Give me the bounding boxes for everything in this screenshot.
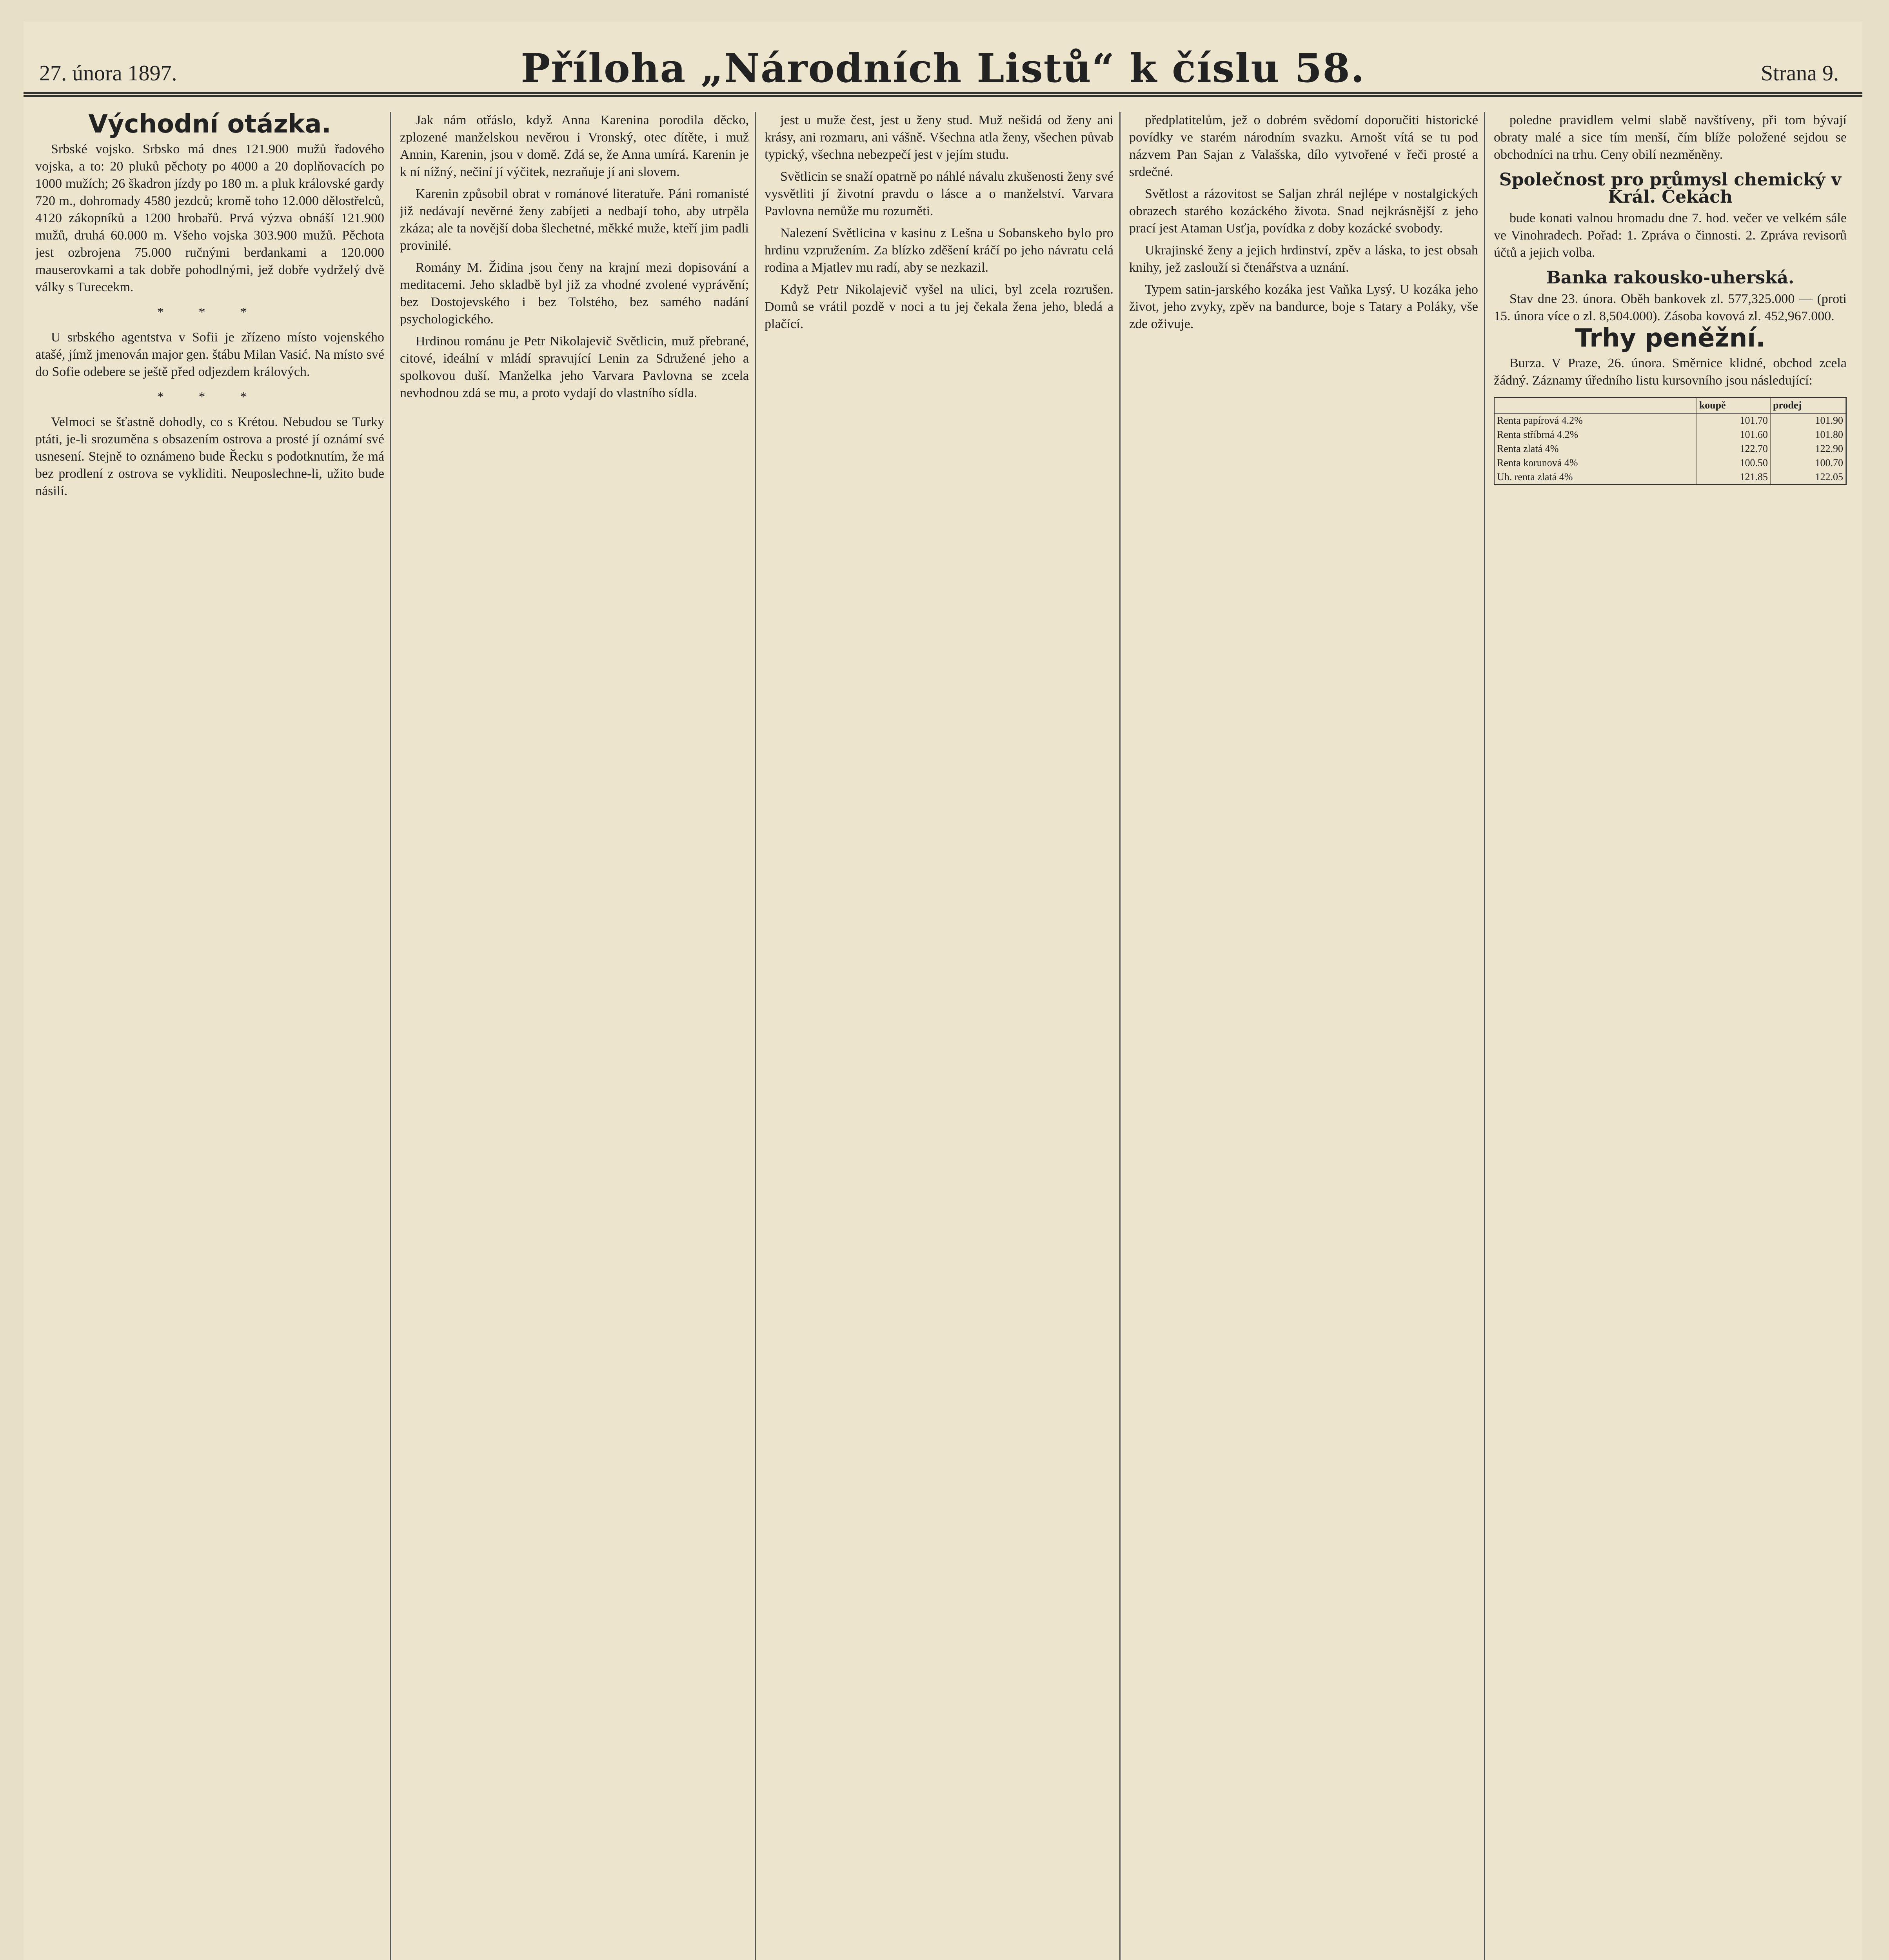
subsection-heading: Banka rakousko-uherská.	[1546, 268, 1795, 288]
table-row	[1495, 470, 1846, 484]
article-paragraph: Srbské vojsko. Srbsko má dnes 121.900 mužů řadového vojska, a to: 20 pluků pěchoty po 4000 a 20 doplňovacích po 1000 mužích; 26 škadron jízdy po 180 m. a pluk královské gardy 720 m., dohromady 4580 jezdců; kromě toho 12.000 dělostřelců, 4120 zákopníků a 1200 hrobařů. Prvá výzva obnáší 121.900 mužů, druhá 60.000 m. Všeho vojska 303.900 mužů. Pěchota jest ozbrojena 75.000 ručnými berdankami a 120.000 mauserovkami a tak dobře pohodlnými, jež dobře vydrželý dvě války s Turecekm.	[35, 142, 384, 294]
table-cell: Renta stříbrná 4.2%	[1495, 428, 1696, 442]
column-1	[35, 112, 384, 1960]
table-row	[1495, 428, 1846, 442]
table-cell: 101.60	[1696, 428, 1770, 442]
column-rule	[755, 112, 756, 1960]
table-cell: 122.70	[1696, 442, 1770, 456]
article-paragraph: Burza. V Praze, 26. února. Směrnice klidné, obchod zcela žádný. Záznamy úředního listu kursovního jsou následující:	[1494, 356, 1847, 388]
page-header	[24, 45, 1862, 97]
section-heading: Trhy peněžní.	[1575, 324, 1765, 353]
table-cell: 101.80	[1770, 428, 1845, 442]
table-cell: 122.05	[1770, 470, 1845, 484]
article-paragraph: Světlicin se snaží opatrně po náhlé návalu zkušenosti ženy své vysvětliti jí životní pravdu o lásce a o manželství. Varvara Pavlovna nemůže mu rozuměti.	[765, 169, 1113, 218]
article-paragraph: poledne pravidlem velmi slabě navštíveny, při tom bývají obraty malé a sice tím menší, čím blíže položené sejdou se obchodníci na trhu. Ceny obilí nezměněny.	[1494, 113, 1847, 162]
article-paragraph: Velmoci se šťastně dohodly, co s Krétou. Nebudou se Turky ptáti, je-li srozuměna s obsazením ostrova a prosté jí oznámí své usnesení. Stejně to oznámeno bude Řecku s podotknutím, že má bez prodlení z ostrova se vykliditi. Neuposlechne-li, užito bude násilí.	[35, 415, 384, 498]
issue-date: 27. února 1897.	[39, 61, 177, 85]
article-paragraph: Světlost a rázovitost se Saljan zhrál nejlépe v nostalgických obrazech starého kozáckého života. Snad nejkrásnější z jeho prací jest Ataman Usťja, povídka z doby kozácké svobody.	[1129, 187, 1478, 236]
market-table	[1494, 397, 1847, 485]
table-cell: 121.85	[1696, 470, 1770, 484]
article-paragraph: Stav dne 23. února. Oběh bankovek zl. 577,325.000 — (proti 15. února více o zl. 8,504.000). Zásoba kovová zl. 452,967.000.	[1494, 292, 1847, 323]
supplement-title: Příloha „Národních Listů“ k číslu 58.	[521, 45, 1365, 91]
column-2	[400, 112, 749, 1960]
article-paragraph: Typem satin-jarského kozáka jest Vaňka Lysý. U kozáka jeho život, jeho zvyky, zpěv na bandurce, boje s Tatary a Poláky, vše zde oživuje.	[1129, 282, 1478, 331]
column-5	[1494, 112, 1847, 1960]
column-4	[1129, 112, 1478, 1960]
section-separator: * * *	[157, 305, 262, 319]
table-cell: 101.90	[1770, 413, 1845, 428]
table-row	[1495, 413, 1846, 428]
section-heading: Východní otázka.	[88, 112, 331, 139]
article-paragraph: Nalezení Světlicina v kasinu z Lešna u Sobanskeho bylo pro hrdinu vzpružením. Za blízko zděšení kráčí po jeho návratu celá rodina a Mjatlev mu radí, aby se nezkazil.	[765, 226, 1113, 275]
article-paragraph: Hrdinou románu je Petr Nikolajevič Světlicin, muž přebrané, citové, ideální v mládí spravující Lenin za Sdružené jeho a spolkovou duší. Manželka jeho Varvara Pavlovna se zcela nevhodnou zdá se mu, a proto vydají do vlastního sídla.	[400, 334, 749, 400]
table-row	[1495, 442, 1846, 456]
table-cell: Renta korunová 4%	[1495, 456, 1696, 470]
table-cell: 100.70	[1770, 456, 1845, 470]
article-paragraph: Romány M. Židina jsou čeny na krajní mezi dopisování a meditacemi. Jeho skladbě byl již za vhodné zvolené vyprávění; bez Dostojevského i bez Tolstého, bez samého nadání psychologického.	[400, 260, 749, 327]
table-cell: Uh. renta zlatá 4%	[1495, 470, 1696, 484]
article-paragraph: Karenin způsobil obrat v románové literatuře. Páni romanisté již nedávají nevěrné ženy zabíjeti a nedbají toho, aby utrpěla zkáza; ale ta novější doba šlechetné, měkké muže, kteří jim padli provinilé.	[400, 187, 749, 253]
article-paragraph: předplatitelům, jež o dobrém svědomí doporučiti historické povídky ve starém národním svazku. Arnošt vítá se tu pod názvem Pan Sajan z Valašska, dílo vytvořené v řeči prosté a srdečné.	[1129, 113, 1478, 179]
column-3	[765, 112, 1113, 1960]
table-header	[1495, 398, 1696, 413]
table-header: prodej	[1770, 398, 1845, 413]
article-paragraph: U srbského agentstva v Sofii je zřízeno místo vojenského atašé, jímž jmenován major gen. štábu Milan Vasić. Na místo své do Sofie odebere se ještě před odjezdem králových.	[35, 330, 384, 379]
table-cell: 100.50	[1696, 456, 1770, 470]
page-number: Strana 9.	[1760, 61, 1839, 85]
article-paragraph: bude konati valnou hromadu dne 7. hod. večer ve velkém sále ve Vinohradech. Pořad: 1. Zpráva o činnosti. 2. Zpráva revisorů účtů a jejich volba.	[1494, 211, 1847, 260]
section-separator: * * *	[157, 390, 262, 404]
article-paragraph: Když Petr Nikolajevič vyšel na ulici, byl zcela rozrušen. Domů se vrátil pozdě v noci a tu jej čekala žena jeho, bledá a plačící.	[765, 282, 1113, 331]
article-paragraph: jest u muže čest, jest u ženy stud. Muž nešidá od ženy ani krásy, ani rozmaru, ani vášně. Všechna atla ženy, všechen půvab typický, všechna nebezpečí jest v jejím studu.	[765, 113, 1113, 162]
article-paragraph: Jak nám otřáslo, když Anna Karenina porodila děcko, zplozené manželskou nevěrou i Vronský, otec dítěte, i muž Annin, Karenin, jsou v domě. Zdá se, že Anna umírá. Karenin je k ní nížný, nečiní jí výčitek, nezraňuje jí ani slovem.	[400, 113, 749, 179]
column-rule	[1119, 112, 1121, 1960]
article-paragraph: Ukrajinské ženy a jejich hrdinství, zpěv a láska, to jest obsah knihy, jež zaslouží si čtenářstva a uznání.	[1129, 243, 1478, 275]
subsection-heading: Společnost pro průmysl chemický v Král. Čekách	[1499, 170, 1842, 207]
table-cell: Renta zlatá 4%	[1495, 442, 1696, 456]
column-rule	[1484, 112, 1485, 1960]
table-row	[1495, 456, 1846, 470]
table-header: koupě	[1696, 398, 1770, 413]
table-cell: 122.90	[1770, 442, 1845, 456]
table-header-row	[1495, 398, 1846, 413]
table-cell: 101.70	[1696, 413, 1770, 428]
newspaper-page	[24, 22, 1862, 1960]
table-cell: Renta papírová 4.2%	[1495, 413, 1696, 428]
column-rule	[390, 112, 391, 1960]
